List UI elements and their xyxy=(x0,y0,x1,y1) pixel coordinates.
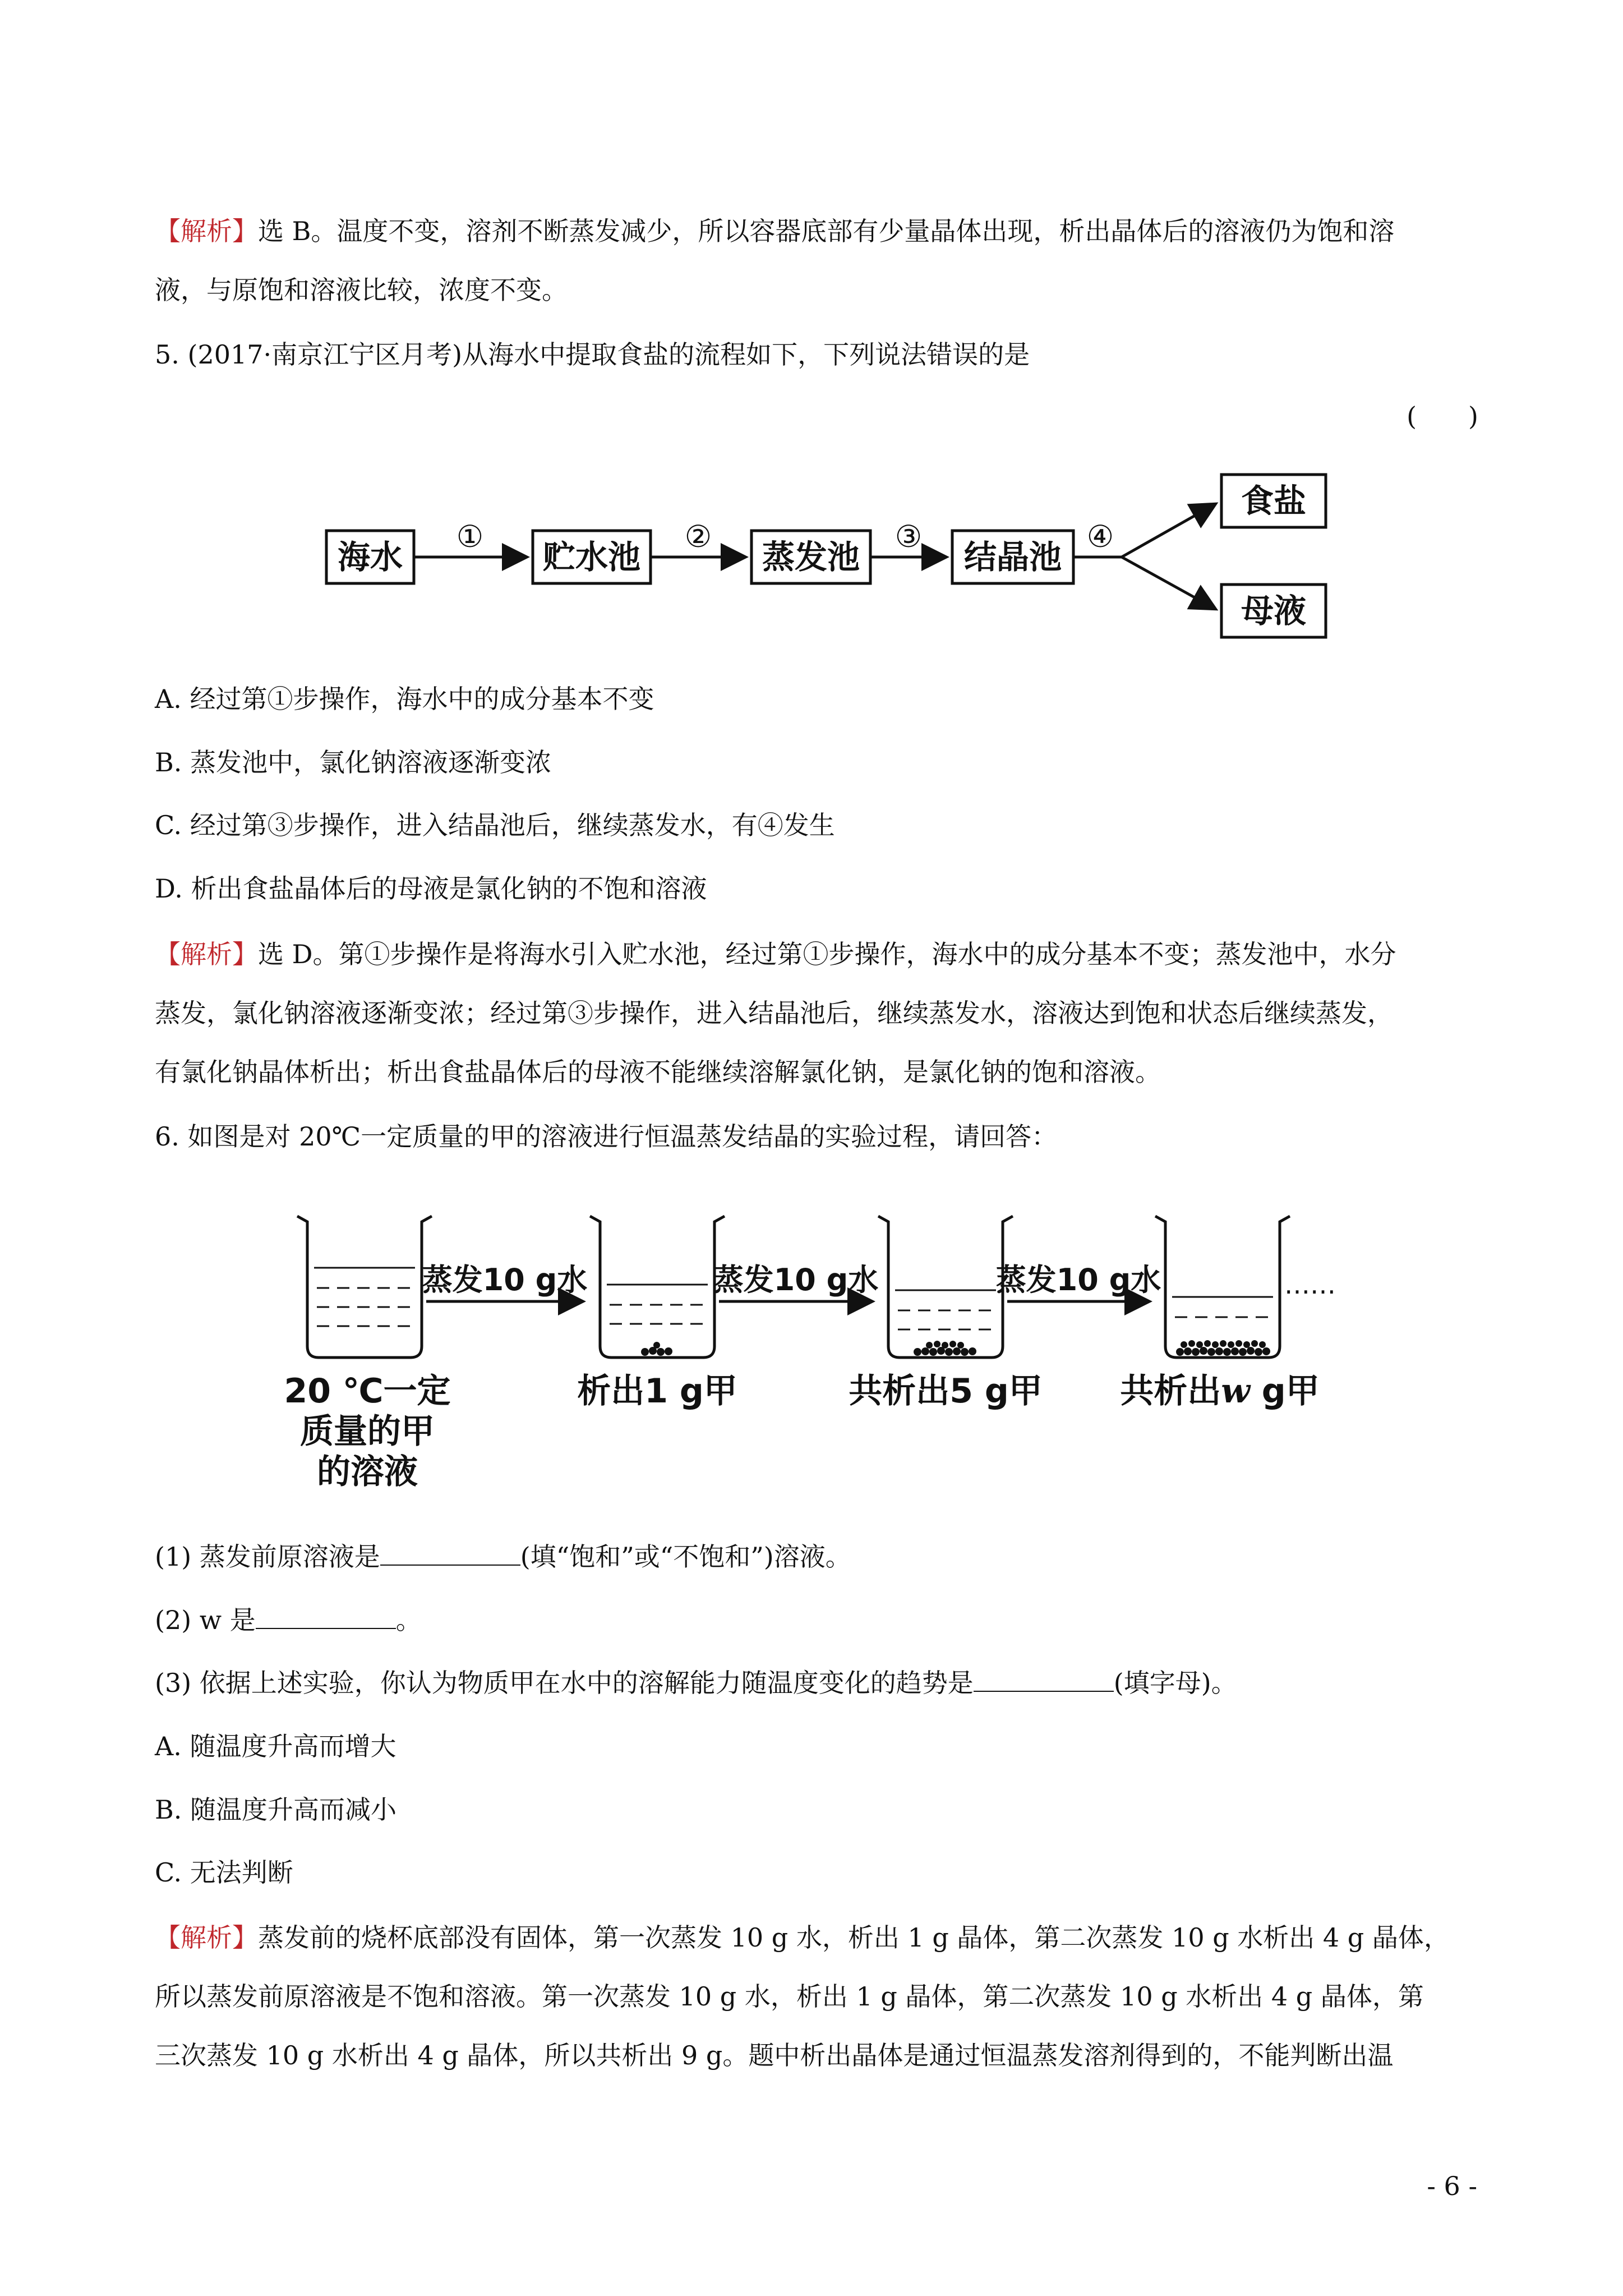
q6-q3-hint: (填字母)。 xyxy=(1113,1668,1237,1698)
caption-beaker-1-line2: 质量的甲 xyxy=(300,1412,435,1451)
q4-analysis-line2: 液，与原饱和溶液比较，浓度不变。 xyxy=(155,275,568,305)
caption-beaker-3: 共析出5 g甲 xyxy=(849,1372,1043,1411)
q5-stem: 5. (2017·南京江宁区月考)从海水中提取食盐的流程如下，下列说法错误的是 xyxy=(155,339,1030,370)
q6-q2-end: 。 xyxy=(395,1605,422,1635)
q6-option-c: C. 无法判断 xyxy=(155,1857,293,1888)
q5-option-b: B. 蒸发池中，氯化钠溶液逐渐变浓 xyxy=(155,747,552,777)
q6-question-2 xyxy=(155,1603,422,1637)
q6-q1-blank[interactable] xyxy=(380,1540,520,1566)
q6-q1-hint: (填“饱和”或“不饱和”)溶液。 xyxy=(520,1542,851,1572)
q5-flow-diagram xyxy=(0,0,1623,673)
q6-analysis-line3: 三次蒸发 10 g 水析出 4 g 晶体，所以共析出 9 g。题中析出晶体是通过恒温蒸发溶剂得到的，不能判断出温 xyxy=(155,2040,1394,2070)
analysis-text: 蒸发前的烧杯底部没有固体，第一次蒸发 10 g 水，析出 1 g 晶体，第二次蒸发 10 g 水析出 4 g 晶体， xyxy=(258,1922,1450,1953)
q6-option-b: B. 随温度升高而减小 xyxy=(155,1795,397,1825)
flow-label-crystallization: 结晶池 xyxy=(963,538,1062,576)
flow-label-salt: 食盐 xyxy=(1241,482,1307,520)
flow-label-seawater: 海水 xyxy=(337,538,403,576)
caption-beaker-1-line1: 20 ℃一定 xyxy=(284,1372,451,1411)
flow-step-3: ③ xyxy=(895,519,923,554)
page-number: - 6 - xyxy=(1427,2171,1477,2201)
beaker-4 xyxy=(1155,1216,1290,1358)
crystals-5g xyxy=(914,1341,976,1356)
q6-analysis-line1 xyxy=(155,1921,1450,1954)
evap-label-1: 蒸发10 g水 xyxy=(422,1262,588,1297)
beaker-1 xyxy=(297,1216,432,1358)
flow-label-storage: 贮水池 xyxy=(542,538,641,576)
caption-beaker-2: 析出1 g甲 xyxy=(577,1372,737,1411)
evap-label-3: 蒸发10 g水 xyxy=(995,1262,1161,1297)
q6-q2-blank[interactable] xyxy=(256,1603,396,1629)
q5-analysis-line1 xyxy=(155,937,1396,971)
caption-beaker-1-line3: 的溶液 xyxy=(317,1452,418,1492)
q6-evaporation-figure xyxy=(0,1178,1623,1515)
beaker-3 xyxy=(878,1216,1013,1358)
flow-step-2: ② xyxy=(684,519,712,554)
analysis-text: 选 D。第①步操作是将海水引入贮水池，经过第①步操作，海水中的成分基本不变；蒸发池中，水分 xyxy=(258,939,1396,969)
q5-option-a: A. 经过第①步操作，海水中的成分基本不变 xyxy=(155,684,654,714)
flow-step-1: ① xyxy=(456,519,484,554)
beaker-2 xyxy=(590,1216,725,1358)
q6-q3-blank[interactable] xyxy=(974,1666,1114,1692)
q6-stem: 6. 如图是对 20℃一定质量的甲的溶液进行恒温蒸发结晶的实验过程，请回答： xyxy=(155,1121,1058,1152)
ellipsis: …… xyxy=(1284,1269,1336,1300)
analysis-tag: 【解析】 xyxy=(155,216,258,246)
flow-arrow-4-to-salt xyxy=(1122,504,1216,557)
q5-analysis-line2: 蒸发，氯化钠溶液逐渐变浓；经过第③步操作，进入结晶池后，继续蒸发水，溶液达到饱和状态后继续蒸发， xyxy=(155,998,1393,1028)
flow-label-mother-liquor: 母液 xyxy=(1241,592,1307,630)
q6-q1-text: (1) 蒸发前原溶液是 xyxy=(155,1542,380,1572)
evap-label-2: 蒸发10 g水 xyxy=(713,1262,879,1297)
caption-beaker-4: 共析出w g甲 xyxy=(1120,1372,1320,1411)
flow-step-4: ④ xyxy=(1086,519,1114,554)
q6-q2-text: (2) w 是 xyxy=(155,1605,256,1635)
q6-question-1 xyxy=(155,1540,851,1573)
q6-analysis-line2: 所以蒸发前原溶液是不饱和溶液。第一次蒸发 10 g 水，析出 1 g 晶体，第二次蒸发 10 g 水析出 4 g 晶体，第 xyxy=(155,1981,1424,2012)
analysis-text: 选 B。温度不变，溶剂不断蒸发减少，所以容器底部有少量晶体出现，析出晶体后的溶液仍为饱和溶 xyxy=(258,216,1395,246)
analysis-tag: 【解析】 xyxy=(155,1922,258,1953)
crystals-1g xyxy=(641,1342,672,1356)
q5-analysis-line3: 有氯化钠晶体析出；析出食盐晶体后的母液不能继续溶解氯化钠，是氯化钠的饱和溶液。 xyxy=(155,1057,1161,1087)
flow-label-evaporation: 蒸发池 xyxy=(762,538,860,576)
q5-option-c: C. 经过第③步操作，进入结晶池后，继续蒸发水，有④发生 xyxy=(155,810,835,840)
q5-option-d: D. 析出食盐晶体后的母液是氯化钠的不饱和溶液 xyxy=(155,873,707,904)
q5-answer-paren: ( ) xyxy=(1407,401,1478,431)
analysis-tag: 【解析】 xyxy=(155,939,258,969)
flow-arrow-4-to-liquor xyxy=(1122,557,1216,609)
q6-option-a: A. 随温度升高而增大 xyxy=(155,1731,396,1761)
q6-q3-text: (3) 依据上述实验，你认为物质甲在水中的溶解能力随温度变化的趋势是 xyxy=(155,1668,974,1698)
crystals-w-g xyxy=(1176,1340,1270,1356)
q6-question-3 xyxy=(155,1666,1237,1700)
